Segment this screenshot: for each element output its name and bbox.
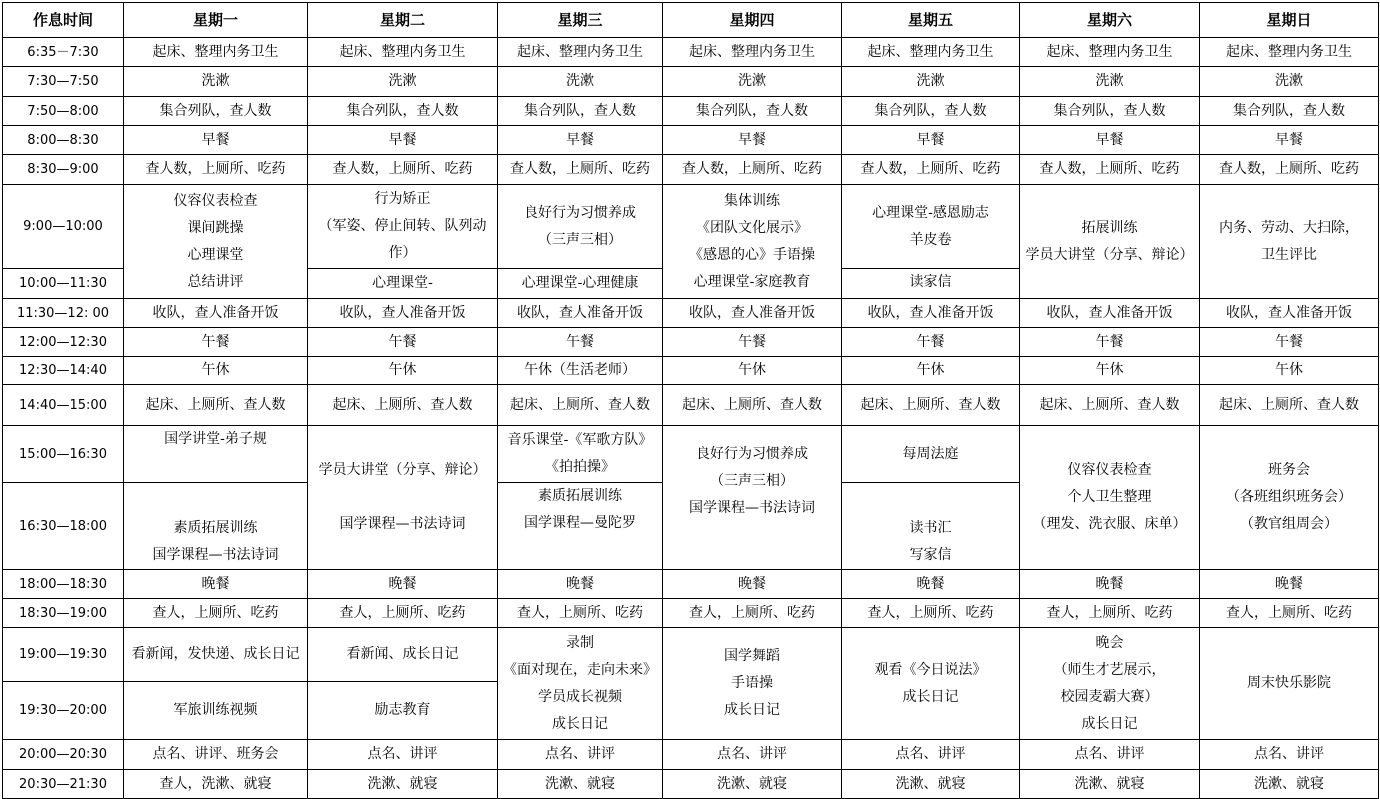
table-row	[3, 570, 1379, 599]
schedule-cell: 查人，上厕所、吃药	[498, 599, 663, 628]
schedule-cell: 起床、整理内务卫生	[663, 38, 842, 67]
schedule-cell: 查人，上厕所、吃药	[1200, 599, 1379, 628]
schedule-cell: 收队，查人准备开饭	[663, 299, 842, 328]
schedule-cell: 查人数，上厕所、吃药	[308, 155, 498, 185]
schedule-cell: 起床、上厕所、查人数	[1200, 385, 1379, 426]
schedule-cell: 洗漱、就寝	[842, 770, 1020, 799]
saturday-evening-cell: 晚会 （师生才艺展示， 校园麦霸大赛） 成长日记	[1020, 628, 1200, 740]
table-row	[3, 328, 1379, 357]
schedule-cell: 收队，查人准备开饭	[842, 299, 1020, 328]
schedule-cell: 午休	[842, 357, 1020, 385]
table-row	[3, 67, 1379, 97]
schedule-cell: 查人数，上厕所、吃药	[498, 155, 663, 185]
monday-afternoon-bottom-cell: 素质拓展训练 国学课程—书法诗词	[124, 483, 308, 570]
schedule-cell: 起床、上厕所、查人数	[1020, 385, 1200, 426]
saturday-afternoon-cell: 仪容仪表检查 个人卫生整理 （理发、洗衣服、床单）	[1020, 426, 1200, 570]
schedule-cell: 点名、讲评	[498, 740, 663, 770]
time-cell: 19:30—20:00	[3, 682, 124, 740]
table-row	[3, 185, 1379, 269]
table-row	[3, 385, 1379, 426]
schedule-cell: 早餐	[498, 126, 663, 155]
time-cell: 12:30—14:40	[3, 357, 124, 385]
schedule-cell: 早餐	[124, 126, 308, 155]
monday-evening-top-cell: 看新闻，发快递、成长日记	[124, 628, 308, 682]
schedule-cell: 查人，上厕所、吃药	[663, 599, 842, 628]
header-tuesday: 星期二	[308, 3, 498, 38]
schedule-cell: 查人数，上厕所、吃药	[1020, 155, 1200, 185]
wednesday-afternoon-bottom-cell: 素质拓展训练 国学课程—曼陀罗	[498, 483, 663, 570]
wednesday-morning-top-cell: 良好行为习惯养成 （三声三相）	[498, 185, 663, 269]
schedule-cell: 晚餐	[1020, 570, 1200, 599]
wednesday-morning-bottom-cell: 心理课堂-心理健康	[498, 269, 663, 299]
schedule-cell: 起床、整理内务卫生	[498, 38, 663, 67]
schedule-cell: 查人数，上厕所、吃药	[842, 155, 1020, 185]
time-cell: 10:00—11:30	[3, 269, 124, 299]
table-row	[3, 97, 1379, 126]
monday-afternoon-top-cell: 国学讲堂-弟子规	[124, 426, 308, 483]
time-cell: 20:30—21:30	[3, 770, 124, 799]
table-row	[3, 628, 1379, 682]
schedule-cell: 起床、上厕所、查人数	[498, 385, 663, 426]
schedule-cell: 查人数，上厕所、吃药	[663, 155, 842, 185]
schedule-cell: 午餐	[308, 328, 498, 357]
schedule-cell: 查人，洗漱、就寝	[124, 770, 308, 799]
schedule-cell: 洗漱	[842, 67, 1020, 97]
header-time: 作息时间	[3, 3, 124, 38]
time-cell: 8:00—8:30	[3, 126, 124, 155]
table-row	[3, 740, 1379, 770]
schedule-cell: 晚餐	[842, 570, 1020, 599]
schedule-cell: 收队，查人准备开饭	[1020, 299, 1200, 328]
header-sunday: 星期日	[1200, 3, 1379, 38]
schedule-cell: 晚餐	[663, 570, 842, 599]
friday-afternoon-bottom-cell: 读书汇 写家信	[842, 483, 1020, 570]
schedule-cell: 洗漱	[498, 67, 663, 97]
wednesday-afternoon-top-cell: 音乐课堂-《军歌方队》 《拍拍操》	[498, 426, 663, 483]
schedule-cell: 集合列队，查人数	[1200, 97, 1379, 126]
schedule-cell: 集合列队，查人数	[124, 97, 308, 126]
table-row	[3, 599, 1379, 628]
table-row	[3, 38, 1379, 67]
schedule-cell: 集合列队，查人数	[842, 97, 1020, 126]
schedule-cell: 洗漱、就寝	[1200, 770, 1379, 799]
friday-morning-top-cell: 心理课堂-感恩励志 羊皮卷	[842, 185, 1020, 269]
time-cell: 20:00—20:30	[3, 740, 124, 770]
schedule-cell: 洗漱	[308, 67, 498, 97]
schedule-cell: 早餐	[663, 126, 842, 155]
friday-morning-bottom-cell: 读家信	[842, 269, 1020, 299]
schedule-cell: 晚餐	[498, 570, 663, 599]
sunday-afternoon-cell: 班务会 （各班组织班务会） （教官组周会）	[1200, 426, 1379, 570]
schedule-cell: 起床、整理内务卫生	[124, 38, 308, 67]
schedule-cell: 午休	[124, 357, 308, 385]
schedule-cell: 查人，上厕所、吃药	[308, 599, 498, 628]
schedule-cell: 洗漱	[1020, 67, 1200, 97]
schedule-cell: 收队，查人准备开饭	[498, 299, 663, 328]
schedule-cell: 早餐	[842, 126, 1020, 155]
time-cell: 18:00—18:30	[3, 570, 124, 599]
schedule-cell: 晚餐	[124, 570, 308, 599]
schedule-cell: 午餐	[842, 328, 1020, 357]
schedule-cell: 点名、讲评	[1020, 740, 1200, 770]
schedule-cell: 集合列队，查人数	[663, 97, 842, 126]
schedule-cell: 点名、讲评、班务会	[124, 740, 308, 770]
schedule-cell: 洗漱、就寝	[1020, 770, 1200, 799]
schedule-cell: 晚餐	[1200, 570, 1379, 599]
time-cell: 14:40—15:00	[3, 385, 124, 426]
schedule-cell: 起床、整理内务卫生	[842, 38, 1020, 67]
schedule-cell: 查人，上厕所、吃药	[124, 599, 308, 628]
tuesday-morning-top-cell: 行为矫正 （军姿、停止间转、队列动作）	[308, 185, 498, 269]
schedule-cell: 收队，查人准备开饭	[124, 299, 308, 328]
time-cell: 18:30—19:00	[3, 599, 124, 628]
schedule-cell: 午休	[308, 357, 498, 385]
time-cell: 12:00—12:30	[3, 328, 124, 357]
schedule-cell: 午餐	[663, 328, 842, 357]
schedule-table	[2, 2, 1379, 799]
time-cell: 6:35－7:30	[3, 38, 124, 67]
schedule-cell: 点名、讲评	[663, 740, 842, 770]
tuesday-evening-top-cell: 看新闻、成长日记	[308, 628, 498, 682]
table-row	[3, 426, 1379, 483]
time-cell: 8:30—9:00	[3, 155, 124, 185]
wednesday-evening-cell: 录制 《面对现在，走向未来》 学员成长视频 成长日记	[498, 628, 663, 740]
friday-evening-cell: 观看《今日说法》 成长日记	[842, 628, 1020, 740]
schedule-cell: 查人，上厕所、吃药	[1020, 599, 1200, 628]
header-saturday: 星期六	[1020, 3, 1200, 38]
schedule-cell: 午餐	[1200, 328, 1379, 357]
thursday-evening-cell: 国学舞蹈 手语操 成长日记	[663, 628, 842, 740]
time-cell: 7:50—8:00	[3, 97, 124, 126]
schedule-cell: 起床、整理内务卫生	[1020, 38, 1200, 67]
schedule-cell: 早餐	[1020, 126, 1200, 155]
schedule-cell: 起床、上厕所、查人数	[124, 385, 308, 426]
table-row	[3, 126, 1379, 155]
schedule-cell: 早餐	[308, 126, 498, 155]
schedule-cell: 午休（生活老师）	[498, 357, 663, 385]
schedule-cell: 洗漱、就寝	[663, 770, 842, 799]
header-friday: 星期五	[842, 3, 1020, 38]
schedule-cell: 起床、上厕所、查人数	[663, 385, 842, 426]
header-thursday: 星期四	[663, 3, 842, 38]
table-row	[3, 770, 1379, 799]
time-cell: 19:00—19:30	[3, 628, 124, 682]
header-monday: 星期一	[124, 3, 308, 38]
schedule-cell: 收队，查人准备开饭	[308, 299, 498, 328]
header-row	[3, 3, 1379, 38]
time-cell: 7:30—7:50	[3, 67, 124, 97]
time-cell: 16:30—18:00	[3, 483, 124, 570]
schedule-cell: 洗漱	[663, 67, 842, 97]
schedule-cell: 起床、整理内务卫生	[1200, 38, 1379, 67]
saturday-morning-cell: 拓展训练 学员大讲堂（分享、辩论）	[1020, 185, 1200, 299]
schedule-cell: 午餐	[1020, 328, 1200, 357]
table-row	[3, 299, 1379, 328]
monday-evening-bottom-cell: 军旅训练视频	[124, 682, 308, 740]
header-wednesday: 星期三	[498, 3, 663, 38]
schedule-cell: 集合列队，查人数	[1020, 97, 1200, 126]
schedule-cell: 洗漱、就寝	[308, 770, 498, 799]
table-row	[3, 357, 1379, 385]
schedule-cell: 午餐	[498, 328, 663, 357]
friday-afternoon-top-cell: 每周法庭	[842, 426, 1020, 483]
schedule-cell: 晚餐	[308, 570, 498, 599]
time-cell: 11:30—12: 00	[3, 299, 124, 328]
monday-morning-cell: 仪容仪表检查 课间跳操 心理课堂 总结讲评	[124, 185, 308, 299]
schedule-cell: 洗漱	[124, 67, 308, 97]
table-row	[3, 155, 1379, 185]
schedule-cell: 集合列队，查人数	[308, 97, 498, 126]
tuesday-morning-bottom-cell: 心理课堂-	[308, 269, 498, 299]
sunday-evening-cell: 周末快乐影院	[1200, 628, 1379, 740]
schedule-cell: 收队，查人准备开饭	[1200, 299, 1379, 328]
schedule-cell: 查人数，上厕所、吃药	[1200, 155, 1379, 185]
schedule-cell: 早餐	[1200, 126, 1379, 155]
schedule-cell: 点名、讲评	[842, 740, 1020, 770]
schedule-cell: 洗漱、就寝	[498, 770, 663, 799]
schedule-cell: 午休	[1020, 357, 1200, 385]
schedule-cell: 集合列队，查人数	[498, 97, 663, 126]
schedule-cell: 点名、讲评	[308, 740, 498, 770]
schedule-cell: 起床、上厕所、查人数	[842, 385, 1020, 426]
schedule-cell: 点名、讲评	[1200, 740, 1379, 770]
schedule-cell: 洗漱	[1200, 67, 1379, 97]
schedule-cell: 午休	[663, 357, 842, 385]
tuesday-evening-bottom-cell: 励志教育	[308, 682, 498, 740]
schedule-cell: 起床、上厕所、查人数	[308, 385, 498, 426]
schedule-cell: 查人数，上厕所、吃药	[124, 155, 308, 185]
schedule-cell: 起床、整理内务卫生	[308, 38, 498, 67]
schedule-cell: 午休	[1200, 357, 1379, 385]
schedule-cell: 午餐	[124, 328, 308, 357]
time-cell: 9:00—10:00	[3, 185, 124, 269]
thursday-afternoon-cell: 良好行为习惯养成 （三声三相） 国学课程—书法诗词	[663, 426, 842, 570]
tuesday-afternoon-cell: 学员大讲堂（分享、辩论） 国学课程—书法诗词	[308, 426, 498, 570]
schedule-cell: 查人，上厕所、吃药	[842, 599, 1020, 628]
sunday-morning-cell: 内务、劳动、大扫除， 卫生评比	[1200, 185, 1379, 299]
time-cell: 15:00—16:30	[3, 426, 124, 483]
thursday-morning-cell: 集体训练 《团队文化展示》 《感恩的心》手语操 心理课堂-家庭教育	[663, 185, 842, 299]
